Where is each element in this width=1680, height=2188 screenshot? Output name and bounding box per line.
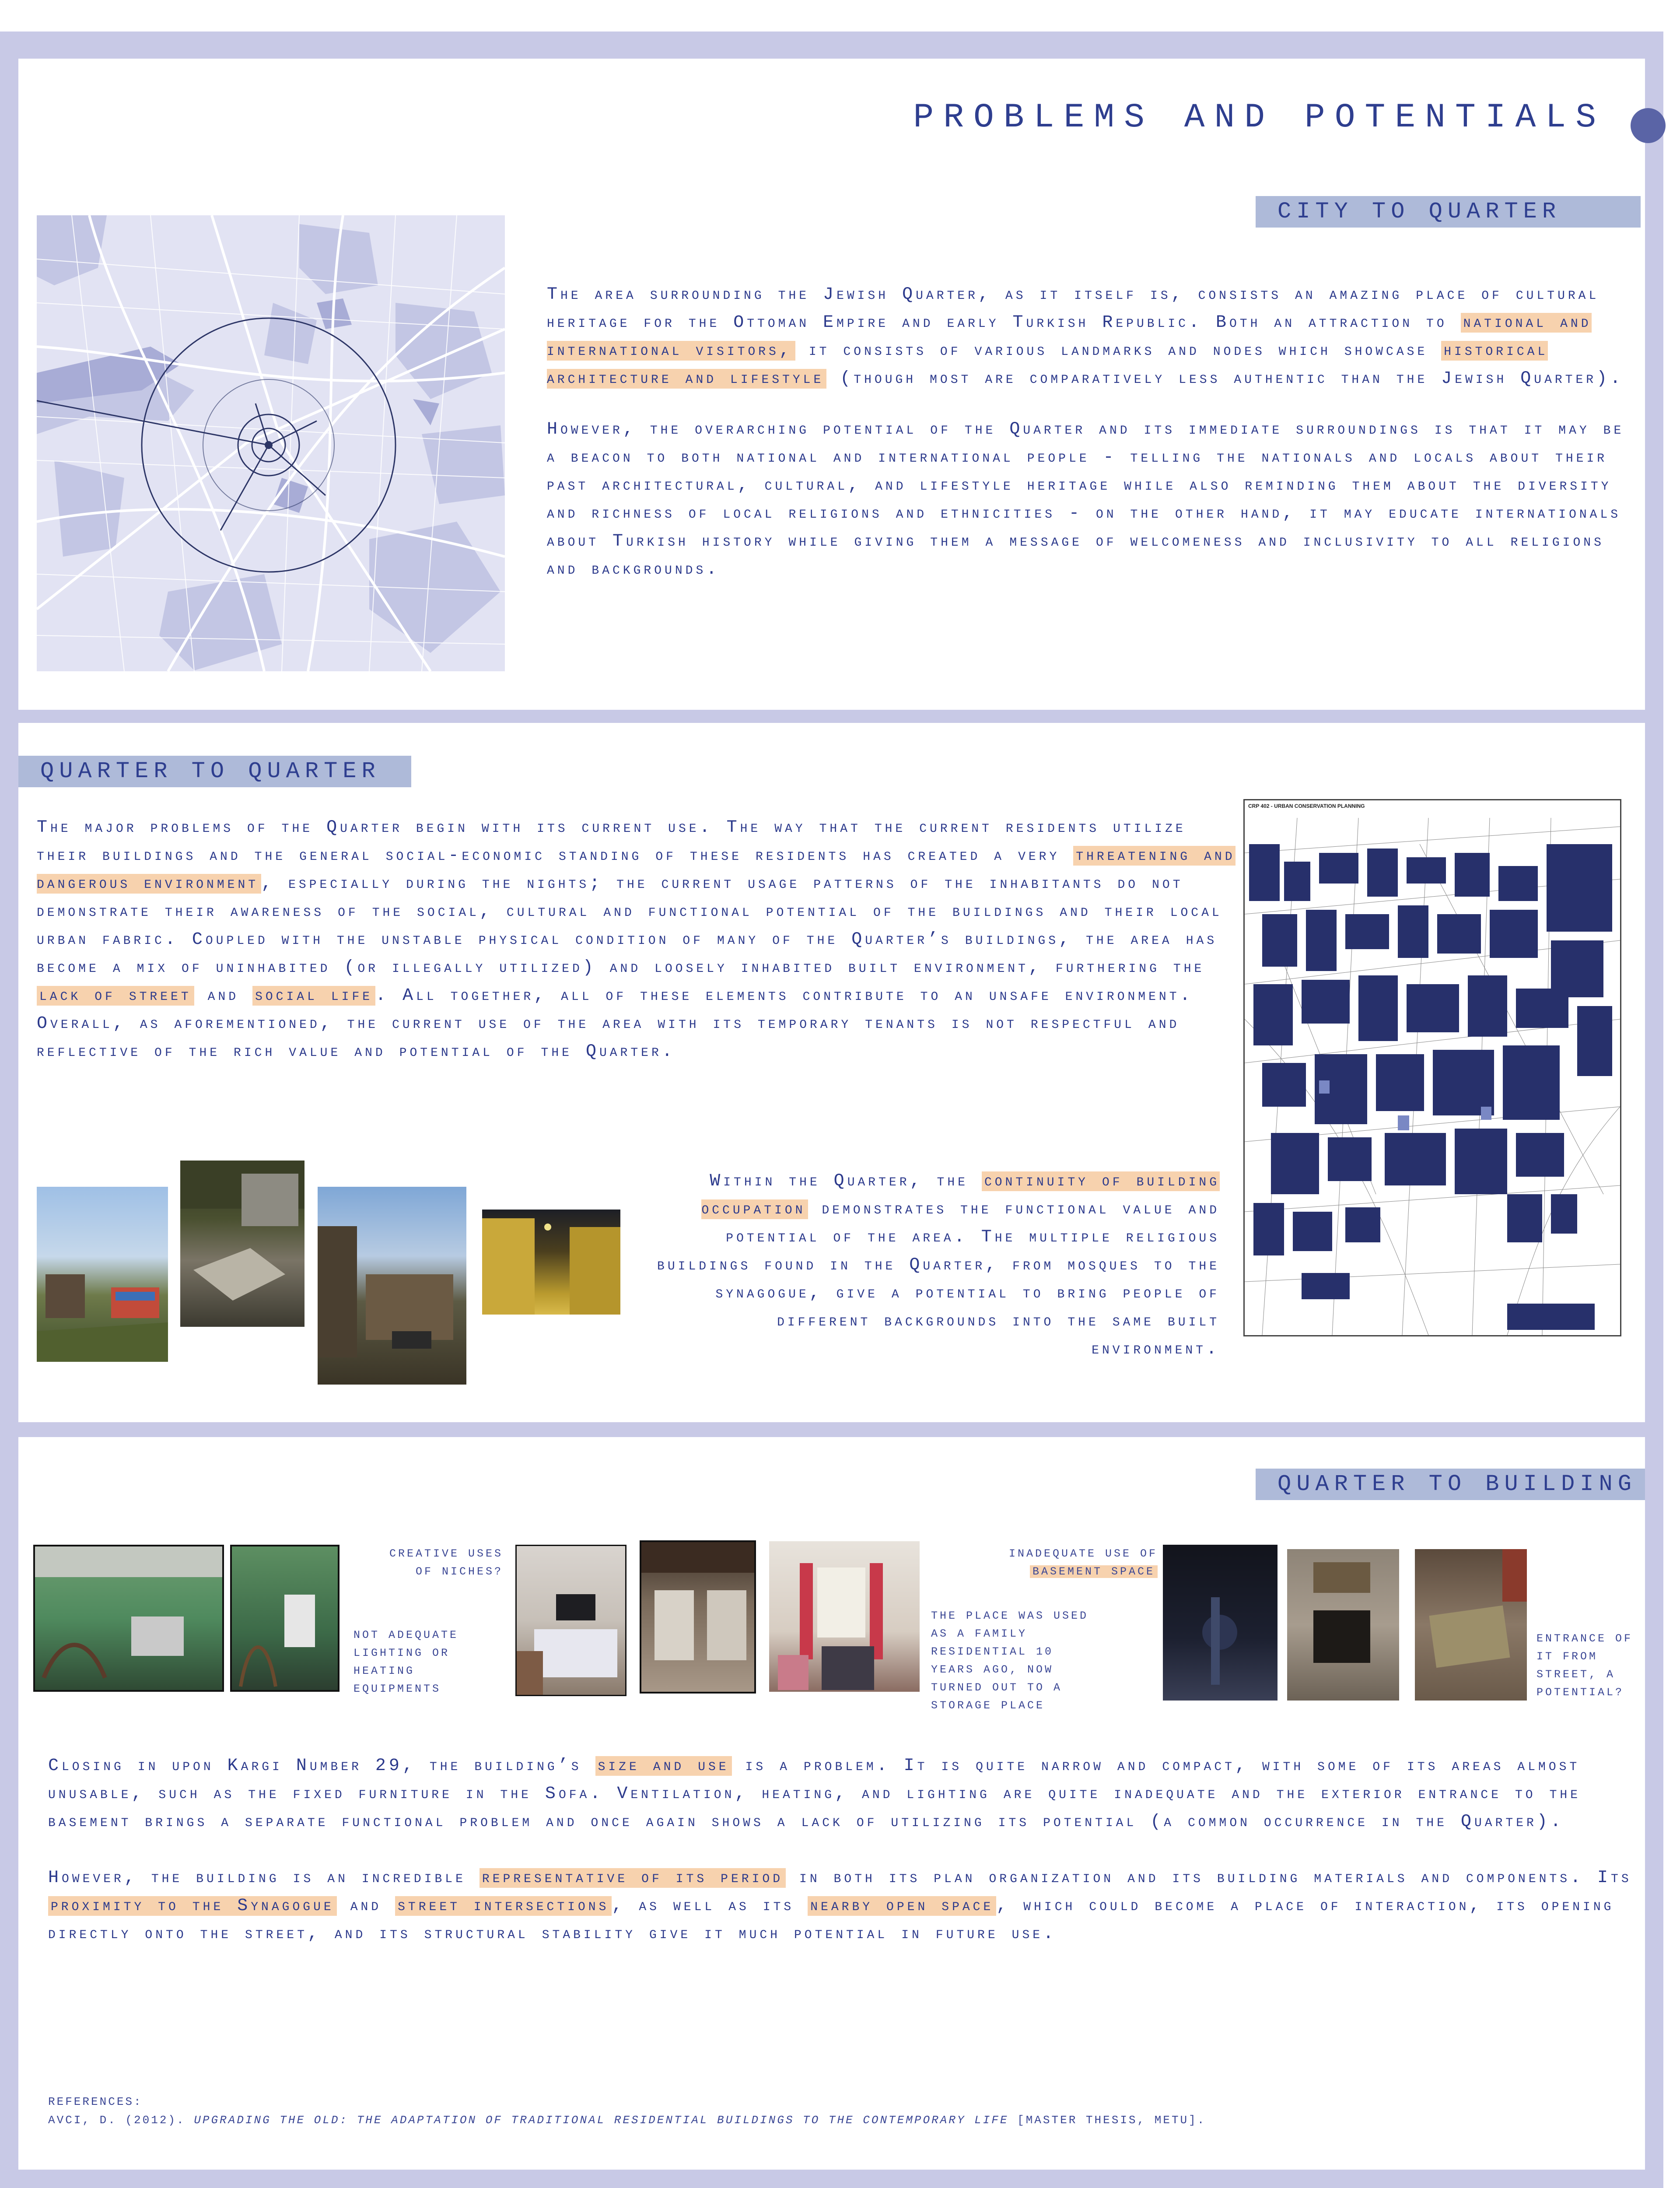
building-paragraph-1 xyxy=(48,1752,1632,1836)
caption-basement xyxy=(962,1545,1158,1581)
references-label: REFERENCES: xyxy=(48,2095,143,2108)
photo-playground-graphic xyxy=(37,1187,168,1362)
photo-basement-hatch xyxy=(1287,1549,1399,1701)
caption-family-residential: THE PLACE WAS USED AS A FAMILY RESIDENTIAL 10 YEARS AGO, NOW TURNED OUT TO A STORAGE PLACE xyxy=(931,1609,1089,1712)
building-text xyxy=(48,1752,1632,1971)
highlight-threatening: threatening and dangerous environment xyxy=(37,846,1236,894)
text-run: Within the Quarter, the xyxy=(710,1171,982,1191)
highlight-lack-of-street: lack of street xyxy=(37,986,194,1006)
city-paragraph-2: However, the overarching potential of the Quarter and its immediate surroundings is that it may be a beacon to both national and international people - telling the nationals and locals about their past architectural, cultural, and lifestyle heritage while also reminding them about the diversity and richness of local religions and ethnicities - on the other hand, it may educate internationals about Turkish history while giving them a message of welcomeness and inclusivity to all religions and backgrounds. xyxy=(547,420,1624,579)
text-run: , which could become a place of interaction, its opening directly onto the street, and its structural stability give it much potential in future use. xyxy=(48,1896,1614,1944)
city-text xyxy=(547,281,1628,607)
site-plan-caption: CRP 402 - URBAN CONSERVATION PLANNING xyxy=(1248,803,1365,809)
reference-title: UPGRADING THE OLD: THE ADAPTATION OF TRADITIONAL RESIDENTIAL BUILDINGS TO THE CONTEMPORARY LIFE xyxy=(194,2114,1009,2127)
reference-author: AVCI, D. (2012). xyxy=(48,2114,194,2127)
photo-street-entrance xyxy=(1415,1549,1527,1701)
photo-bedroom-graphic xyxy=(769,1541,920,1692)
highlight-basement-space: BASEMENT SPACE xyxy=(1030,1565,1158,1578)
references-entry xyxy=(48,2114,1623,2127)
text-run: The area surrounding the Jewish Quarter, as it itself is, consists an amazing place of cultural heritage for the Ottoman Empire and early Turkish Republic. Both an attraction to xyxy=(547,285,1600,333)
highlight-social-life: social life xyxy=(252,986,375,1006)
caption-entrance: ENTRANCE OF IT FROM STREET, A POTENTIAL? xyxy=(1536,1632,1633,1699)
text-run: it consists of various landmarks and nodes which showcase xyxy=(795,341,1442,361)
text-run: demonstrates the functional value and potential of the area. The multiple religious buildings found in the Quarter, from mosques to the synagogue, give a potential to bring people of different backgrounds into the same built environment. xyxy=(657,1199,1220,1359)
photo-street-entrance-graphic xyxy=(1415,1549,1527,1701)
highlight-intersections: street intersections xyxy=(395,1896,612,1916)
highlight-visitors: national and international visitors, xyxy=(547,313,1592,361)
photo-heater-graphic xyxy=(232,1546,340,1692)
caption-lighting: NOT ADEQUATE LIGHTING OR HEATING EQUIPMENTS xyxy=(354,1629,459,1695)
photo-heater xyxy=(230,1545,340,1692)
text-run: , as well as its xyxy=(612,1896,808,1916)
photo-wardrobe-graphic xyxy=(641,1542,756,1694)
photo-tv-room xyxy=(515,1545,626,1696)
section-band-quarter xyxy=(18,756,411,787)
title-dot xyxy=(1631,108,1666,143)
text-run: However, the building is an incredible xyxy=(48,1868,480,1888)
text-run: . All together, all of these elements contribute to an unsafe environment. Overall, as aforementioned, the current use of the area with its temporary tenants is not respectful and reflective of the rich value and potential of the Quarter. xyxy=(37,986,1194,1062)
photo-playground xyxy=(37,1187,168,1362)
quarter-paragraph-2 xyxy=(655,1168,1220,1364)
photo-street-alley-graphic xyxy=(318,1187,466,1385)
section-band-city xyxy=(1256,196,1641,228)
site-plan-graphic xyxy=(1245,800,1620,1335)
section-heading-city: CITY TO QUARTER xyxy=(1278,199,1561,224)
text-run: , especially during the nights; the current usage patterns of the inhabitants do not demonstrate their awareness of the social, cultural and functional potential of the buildings and their local urban fabric. Coupled with the unstable physical condition of many of the Quarter’s buildings, the area has become a mix of uninhabited (or illegally utilized) and loosely inhabited built environment, furthering the xyxy=(37,874,1222,978)
highlight-architecture: historical architecture and lifestyle xyxy=(547,341,1548,389)
frame-divider-2 xyxy=(0,1422,1662,1437)
city-map-graphic xyxy=(37,215,505,671)
reference-note: [MASTER THESIS, METU]. xyxy=(1008,2114,1206,2127)
photo-green-wall-graphic xyxy=(35,1546,224,1692)
quarter-site-plan xyxy=(1243,799,1621,1336)
quarter-paragraph-1 xyxy=(37,814,1236,1066)
photo-basement-hatch-graphic xyxy=(1287,1549,1399,1701)
city-paragraph-1 xyxy=(547,281,1628,393)
photo-rubble-graphic xyxy=(180,1161,304,1327)
page-title: PROBLEMS AND POTENTIALS xyxy=(913,98,1606,137)
frame-right xyxy=(1645,32,1663,2188)
text-run: (though most are comparatively less authentic than the Jewish Quarter). xyxy=(826,369,1624,389)
photo-green-wall xyxy=(33,1545,224,1692)
building-paragraph-2 xyxy=(48,1864,1632,1948)
photo-bedroom xyxy=(769,1541,920,1692)
section-heading-quarter: QUARTER TO QUARTER xyxy=(40,758,381,784)
highlight-proximity: proximity to the Synagogue xyxy=(48,1896,337,1916)
text-run: Closing in upon Kargi Number 29, the building’s xyxy=(48,1756,595,1776)
photo-wardrobe xyxy=(640,1540,756,1694)
photo-tv-room-graphic xyxy=(517,1546,626,1696)
text-run: in both its plan organization and its building materials and components. Its xyxy=(786,1868,1632,1888)
text-run: The major problems of the Quarter begin with its current use. The way that the current residents utilize their buildings and the general social-economic standing of these residents has created a very xyxy=(37,818,1186,866)
frame-left xyxy=(0,32,18,2188)
highlight-representative: representative of its period xyxy=(480,1868,786,1888)
section-heading-building: QUARTER TO BUILDING xyxy=(1278,1471,1637,1497)
frame-bottom xyxy=(0,2170,1662,2188)
highlight-continuity: continuity of building occupation xyxy=(701,1171,1220,1219)
quarter-text-1 xyxy=(37,814,1236,1089)
photo-basement-dark xyxy=(1163,1545,1278,1701)
photo-street-alley xyxy=(318,1187,466,1385)
frame-top xyxy=(0,32,1662,59)
text-run: and xyxy=(336,1896,396,1916)
section-band-building xyxy=(1256,1469,1645,1500)
photo-rubble xyxy=(180,1161,304,1327)
text-run: is a problem. It is quite narrow and compact, with some of its areas almost unusable, such as the fixed furniture in the Sofa. Ventilation, heating, and lighting are quite inadequate and the exterior entrance to the basement brings a separate functional problem and once again shows a lack of utilizing its potential (a common occurrence in the Quarter). xyxy=(48,1756,1581,1832)
photo-night-street xyxy=(482,1210,620,1315)
highlight-size-and-use: size and use xyxy=(595,1756,732,1776)
photo-night-street-graphic xyxy=(482,1210,620,1315)
city-map xyxy=(37,215,505,671)
frame-divider-1 xyxy=(0,710,1662,723)
photo-basement-dark-graphic xyxy=(1163,1545,1278,1701)
caption-basement-text: INADEQUATE USE OF xyxy=(1008,1547,1158,1560)
text-run: and xyxy=(194,986,253,1006)
quarter-text-2 xyxy=(655,1168,1220,1386)
caption-niches: CREATIVE USES OF NICHES? xyxy=(389,1547,503,1578)
highlight-open-space: nearby open space xyxy=(808,1896,996,1916)
